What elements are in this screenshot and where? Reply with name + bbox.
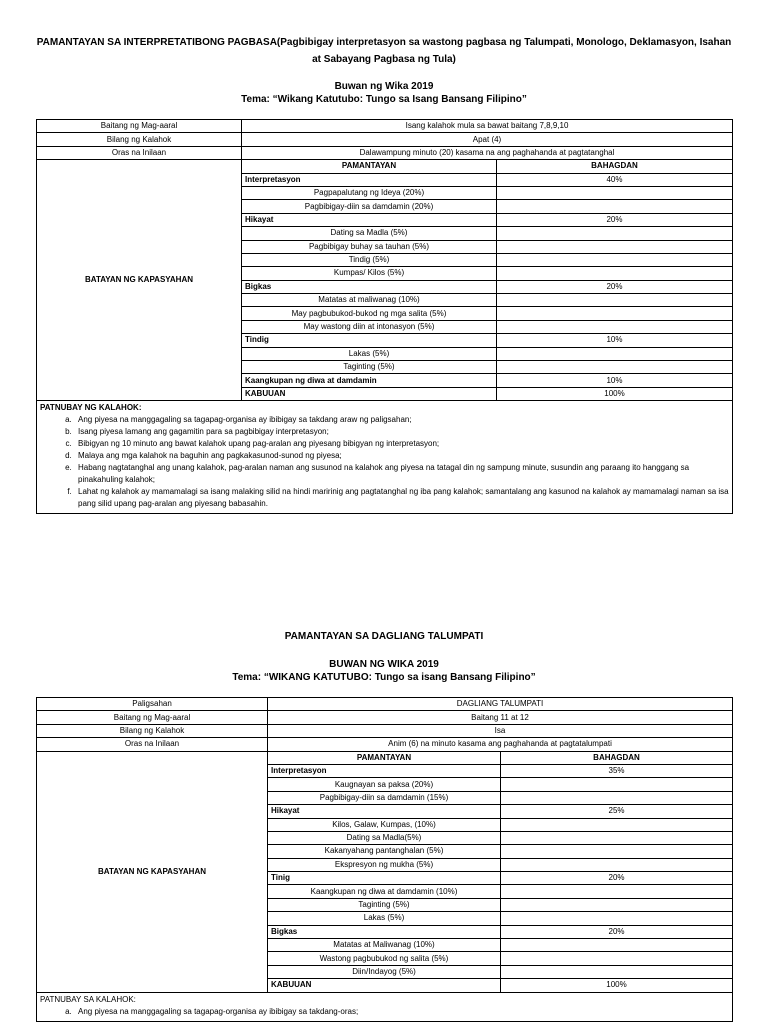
criteria-percent: 100%: [497, 387, 733, 400]
criteria-percent: [501, 912, 733, 925]
criteria-percent: [497, 200, 733, 213]
info-label: Oras na Inilaan: [37, 738, 268, 751]
criteria-percent: 100%: [501, 979, 733, 992]
criteria-percent: [497, 361, 733, 374]
criteria-text: KABUUAN: [268, 979, 501, 992]
criteria-percent: [501, 778, 733, 791]
notes-item: d. Malaya ang mga kalahok na baguhin ang pagkakasunod-sunod ng piyesa;: [74, 450, 729, 462]
criteria-column-header: PAMANTAYAN: [268, 751, 501, 764]
criteria-text: Kumpas/ Kilos (5%): [242, 267, 497, 280]
criteria-percent: [501, 965, 733, 978]
criteria-text: Kakanyahang pantanghalan (5%): [268, 845, 501, 858]
info-label: Oras na Inilaan: [37, 146, 242, 159]
criteria-text: Taginting (5%): [268, 898, 501, 911]
criteria-text: Tinig: [268, 872, 501, 885]
criteria-text: Kaangkupan ng diwa at damdamin (10%): [268, 885, 501, 898]
criteria-percent: [497, 267, 733, 280]
notes-item: e. Habang nagtatanghal ang unang kalahok, pag-aralan naman ang susunod na kalahok ang piyesa na tatagal din ng sampung minute, susundin ang paraang ito hanggang sa pinakahuling kalahok;: [74, 462, 729, 486]
criteria-text: Bigkas: [268, 925, 501, 938]
criteria-percent: [501, 885, 733, 898]
criteria-percent: [501, 898, 733, 911]
criteria-percent: [501, 818, 733, 831]
info-value: Dalawampung minuto (20) kasama na ang paghahanda at pagtatanghal: [242, 146, 733, 159]
doc1-event: Buwan ng Wika 2019: [334, 81, 434, 92]
criteria-text: Kaangkupan ng diwa at damdamin: [242, 374, 497, 387]
criteria-text: Matatas at Maliwanag (10%): [268, 939, 501, 952]
criteria-text: Pagbibigay-diin sa damdamin (20%): [242, 200, 497, 213]
criteria-text: Hikayat: [242, 213, 497, 226]
criteria-text: Tindig (5%): [242, 253, 497, 266]
criteria-percent: 40%: [497, 173, 733, 186]
info-value: Isang kalahok mula sa bawat baitang 7,8,9,10: [242, 120, 733, 133]
criteria-text: Kilos, Galaw, Kumpas, (10%): [268, 818, 501, 831]
criteria-text: Lakas (5%): [268, 912, 501, 925]
criteria-header-row: [37, 751, 733, 764]
criteria-percent: [497, 347, 733, 360]
info-label: Paligsahan: [37, 698, 268, 711]
notes-item: a. Ang piyesa na manggagaling sa tagapag-organisa ay ibibigay sa takdang-oras;: [74, 1006, 729, 1018]
notes-item: f. Lahat ng kalahok ay mamamalagi sa isang malaking silid na hindi maririnig ang pagtatanghal ng iba pang kalahok; samantalang ang kasunod na kalahok ay mamamalagi naman sa isa pang silid upang pag-aralan ang piyesang babasahin.: [74, 486, 729, 510]
criteria-percent: 20%: [501, 872, 733, 885]
info-row: [37, 120, 733, 133]
criteria-percent: [501, 845, 733, 858]
notes-item: b. Isang piyesa lamang ang gagamitin para sa pagbibigay interpretasyon;: [74, 426, 729, 438]
criteria-text: May wastong diin at intonasyon (5%): [242, 320, 497, 333]
info-label: Bilang ng Kalahok: [37, 133, 242, 146]
doc2-criteria-table: [36, 697, 733, 1022]
criteria-text: Hikayat: [268, 805, 501, 818]
info-value: Baitang 11 at 12: [268, 711, 733, 724]
criteria-percent: [501, 952, 733, 965]
doc1-theme: Tema: “Wikang Katutubo: Tungo sa Isang Bansang Filipino”: [241, 94, 527, 105]
criteria-text: Pagpapalutang ng Ideya (20%): [242, 186, 497, 199]
info-value: Isa: [268, 724, 733, 737]
notes-title: PATNUBAY NG KALAHOK:: [40, 403, 142, 413]
criteria-text: Ekspresyon ng mukha (5%): [268, 858, 501, 871]
criteria-column-header: PAMANTAYAN: [242, 160, 497, 173]
criteria-percent: [497, 240, 733, 253]
notes-cell: [37, 992, 733, 1021]
doc1-title-line1: (Pagbibigay interpretasyon sa wastong pagbasa ng Talumpati, Monologo, Deklamasyon, Isahan: [276, 37, 732, 48]
notes-row: [37, 992, 733, 1021]
criteria-percent: [497, 320, 733, 333]
percent-column-header: BAHAGDAN: [497, 160, 733, 173]
info-row: [37, 698, 733, 711]
criteria-text: Taginting (5%): [242, 361, 497, 374]
notes-item: a. Ang piyesa na manggagaling sa tagapag-organisa ay ibibigay sa takdang araw ng paligsahan;: [74, 414, 729, 426]
criteria-percent: [497, 307, 733, 320]
doc1-title-line2: at Sabayang Pagbasa ng Tula): [312, 54, 456, 65]
criteria-percent: [497, 253, 733, 266]
criteria-text: Pagbibigay buhay sa tauhan (5%): [242, 240, 497, 253]
criteria-text: Matatas at maliwanag (10%): [242, 294, 497, 307]
criteria-percent: 10%: [497, 374, 733, 387]
info-row: [37, 738, 733, 751]
info-value: Anim (6) na minuto kasama ang paghahanda at pagtatalumpati: [268, 738, 733, 751]
criteria-text: Wastong pagbubukod ng salita (5%): [268, 952, 501, 965]
criteria-percent: 10%: [497, 334, 733, 347]
criteria-header-row: [37, 160, 733, 173]
batayan-label: BATAYAN NG KAPASYAHAN: [37, 160, 242, 401]
criteria-percent: [497, 186, 733, 199]
criteria-percent: 20%: [497, 280, 733, 293]
batayan-label: BATAYAN NG KAPASYAHAN: [37, 751, 268, 992]
doc1-title-bold: PAMANTAYAN SA INTERPRETATIBONG PAGBASA: [36, 37, 277, 48]
doc1-criteria-table: [36, 119, 733, 514]
criteria-percent: 20%: [497, 213, 733, 226]
criteria-percent: 35%: [501, 764, 733, 777]
info-row: [37, 133, 733, 146]
criteria-text: Lakas (5%): [242, 347, 497, 360]
criteria-text: May pagbubukod-bukod ng mga salita (5%): [242, 307, 497, 320]
criteria-percent: [501, 831, 733, 844]
info-value: Apat (4): [242, 133, 733, 146]
info-value: DAGLIANG TALUMPATI: [268, 698, 733, 711]
criteria-text: Bigkas: [242, 280, 497, 293]
info-label: Bilang ng Kalahok: [37, 724, 268, 737]
criteria-text: Kaugnayan sa paksa (20%): [268, 778, 501, 791]
criteria-percent: 20%: [501, 925, 733, 938]
criteria-text: Interpretasyon: [268, 764, 501, 777]
doc2-event: BUWAN NG WIKA 2019: [329, 659, 439, 670]
notes-list: [40, 414, 729, 510]
notes-row: [37, 401, 733, 514]
criteria-percent: [497, 227, 733, 240]
doc1-title: [0, 34, 768, 68]
criteria-percent: [501, 791, 733, 804]
percent-column-header: BAHAGDAN: [501, 751, 733, 764]
info-label: Baitang ng Mag-aaral: [37, 711, 268, 724]
criteria-text: Pagbibigay-diin sa damdamin (15%): [268, 791, 501, 804]
info-row: [37, 146, 733, 159]
criteria-text: Tindig: [242, 334, 497, 347]
doc2-theme: Tema: “WIKANG KATUTUBO: Tungo sa isang Bansang Filipino”: [232, 672, 536, 683]
notes-list: [40, 1006, 729, 1018]
criteria-text: Dating sa Madla(5%): [268, 831, 501, 844]
criteria-percent: [501, 939, 733, 952]
notes-title: PATNUBAY SA KALAHOK:: [40, 994, 136, 1004]
info-row: [37, 724, 733, 737]
criteria-text: Diin/Indayog (5%): [268, 965, 501, 978]
criteria-text: Dating sa Madla (5%): [242, 227, 497, 240]
info-label: Baitang ng Mag-aaral: [37, 120, 242, 133]
info-row: [37, 711, 733, 724]
criteria-percent: [501, 858, 733, 871]
criteria-text: Interpretasyon: [242, 173, 497, 186]
notes-item: c. Bibigyan ng 10 minuto ang bawat kalahok upang pag-aralan ang piyesang bibigyan ng interpretasyon;: [74, 438, 729, 450]
doc2-title: PAMANTAYAN SA DAGLIANG TALUMPATI: [284, 631, 484, 642]
criteria-text: KABUUAN: [242, 387, 497, 400]
notes-cell: [37, 401, 733, 514]
criteria-percent: 25%: [501, 805, 733, 818]
criteria-percent: [497, 294, 733, 307]
